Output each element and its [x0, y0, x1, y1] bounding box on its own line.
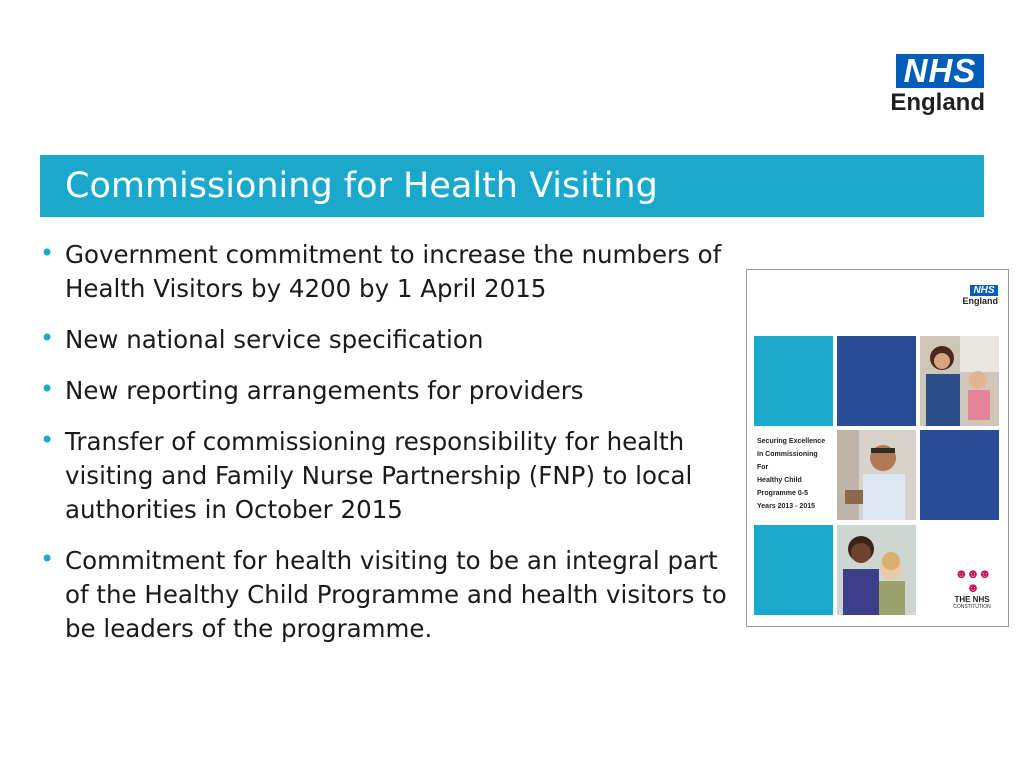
- cover-tile-navy-2: [920, 430, 999, 520]
- nhs-logo-region: England: [890, 89, 985, 116]
- cover-heading-line: For: [757, 464, 769, 471]
- bullet-item: [40, 323, 740, 357]
- cover-tile-navy: [837, 336, 916, 426]
- constitution-title: THE NHS: [954, 595, 990, 604]
- bullet-icon: •: [40, 426, 55, 454]
- cover-tile-cyan: [754, 336, 833, 426]
- bullet-text: New reporting arrangements for providers: [65, 376, 584, 405]
- bullet-list: [40, 238, 740, 663]
- bullet-text: New national service specification: [65, 325, 484, 354]
- bullet-icon: •: [40, 239, 55, 267]
- cover-heading-line: Programme 0-5: [757, 490, 808, 497]
- bullet-text: Transfer of commissioning responsibility for health visiting and Family Nurse Partnership (FNP) to local authorities in October 2015: [65, 427, 693, 524]
- cover-heading-line: Securing Excellence: [757, 438, 826, 445]
- bullet-icon: •: [40, 324, 55, 352]
- cover-logo-region: England: [962, 296, 998, 306]
- bullet-text: Commitment for health visiting to be an integral part of the Healthy Child Programme and health visitors to be leaders of the programme.: [65, 546, 727, 643]
- cover-photo-mother-child: [837, 525, 916, 615]
- nhs-logo-mark: NHS: [896, 54, 984, 88]
- bullet-icon: •: [40, 375, 55, 403]
- document-cover-image: [746, 269, 1009, 627]
- cover-heading-line: In Commissioning: [757, 451, 818, 458]
- cover-heading: [757, 436, 833, 514]
- bullet-item: [40, 544, 740, 646]
- cover-photo-man: [837, 430, 916, 520]
- slide-title: Commissioning for Health Visiting: [65, 166, 658, 206]
- people-figures-icon: ☻☻☻☻: [954, 566, 990, 595]
- cover-tile-cyan-2: [754, 525, 833, 615]
- cover-heading-line: Years 2013 - 2015: [757, 503, 815, 510]
- bullet-icon: •: [40, 545, 55, 573]
- bullet-item: [40, 238, 740, 306]
- bullet-item: [40, 425, 740, 527]
- nhs-england-logo: [873, 54, 985, 116]
- photo-man-icon: [837, 430, 916, 520]
- cover-photo-nurse-baby: [920, 336, 999, 426]
- cover-nhs-logo: [958, 285, 998, 306]
- photo-nurse-baby-icon: [920, 336, 999, 426]
- nhs-constitution-logo: [950, 567, 994, 610]
- title-bar: [40, 155, 984, 217]
- bullet-item: [40, 374, 740, 408]
- constitution-subtitle: CONSTITUTION: [953, 604, 991, 610]
- cover-heading-line: Healthy Child: [757, 477, 802, 484]
- cover-logo-mark: NHS: [970, 285, 998, 296]
- photo-mother-child-icon: [837, 525, 916, 615]
- bullet-text: Government commitment to increase the numbers of Health Visitors by 4200 by 1 April 2015: [65, 240, 722, 303]
